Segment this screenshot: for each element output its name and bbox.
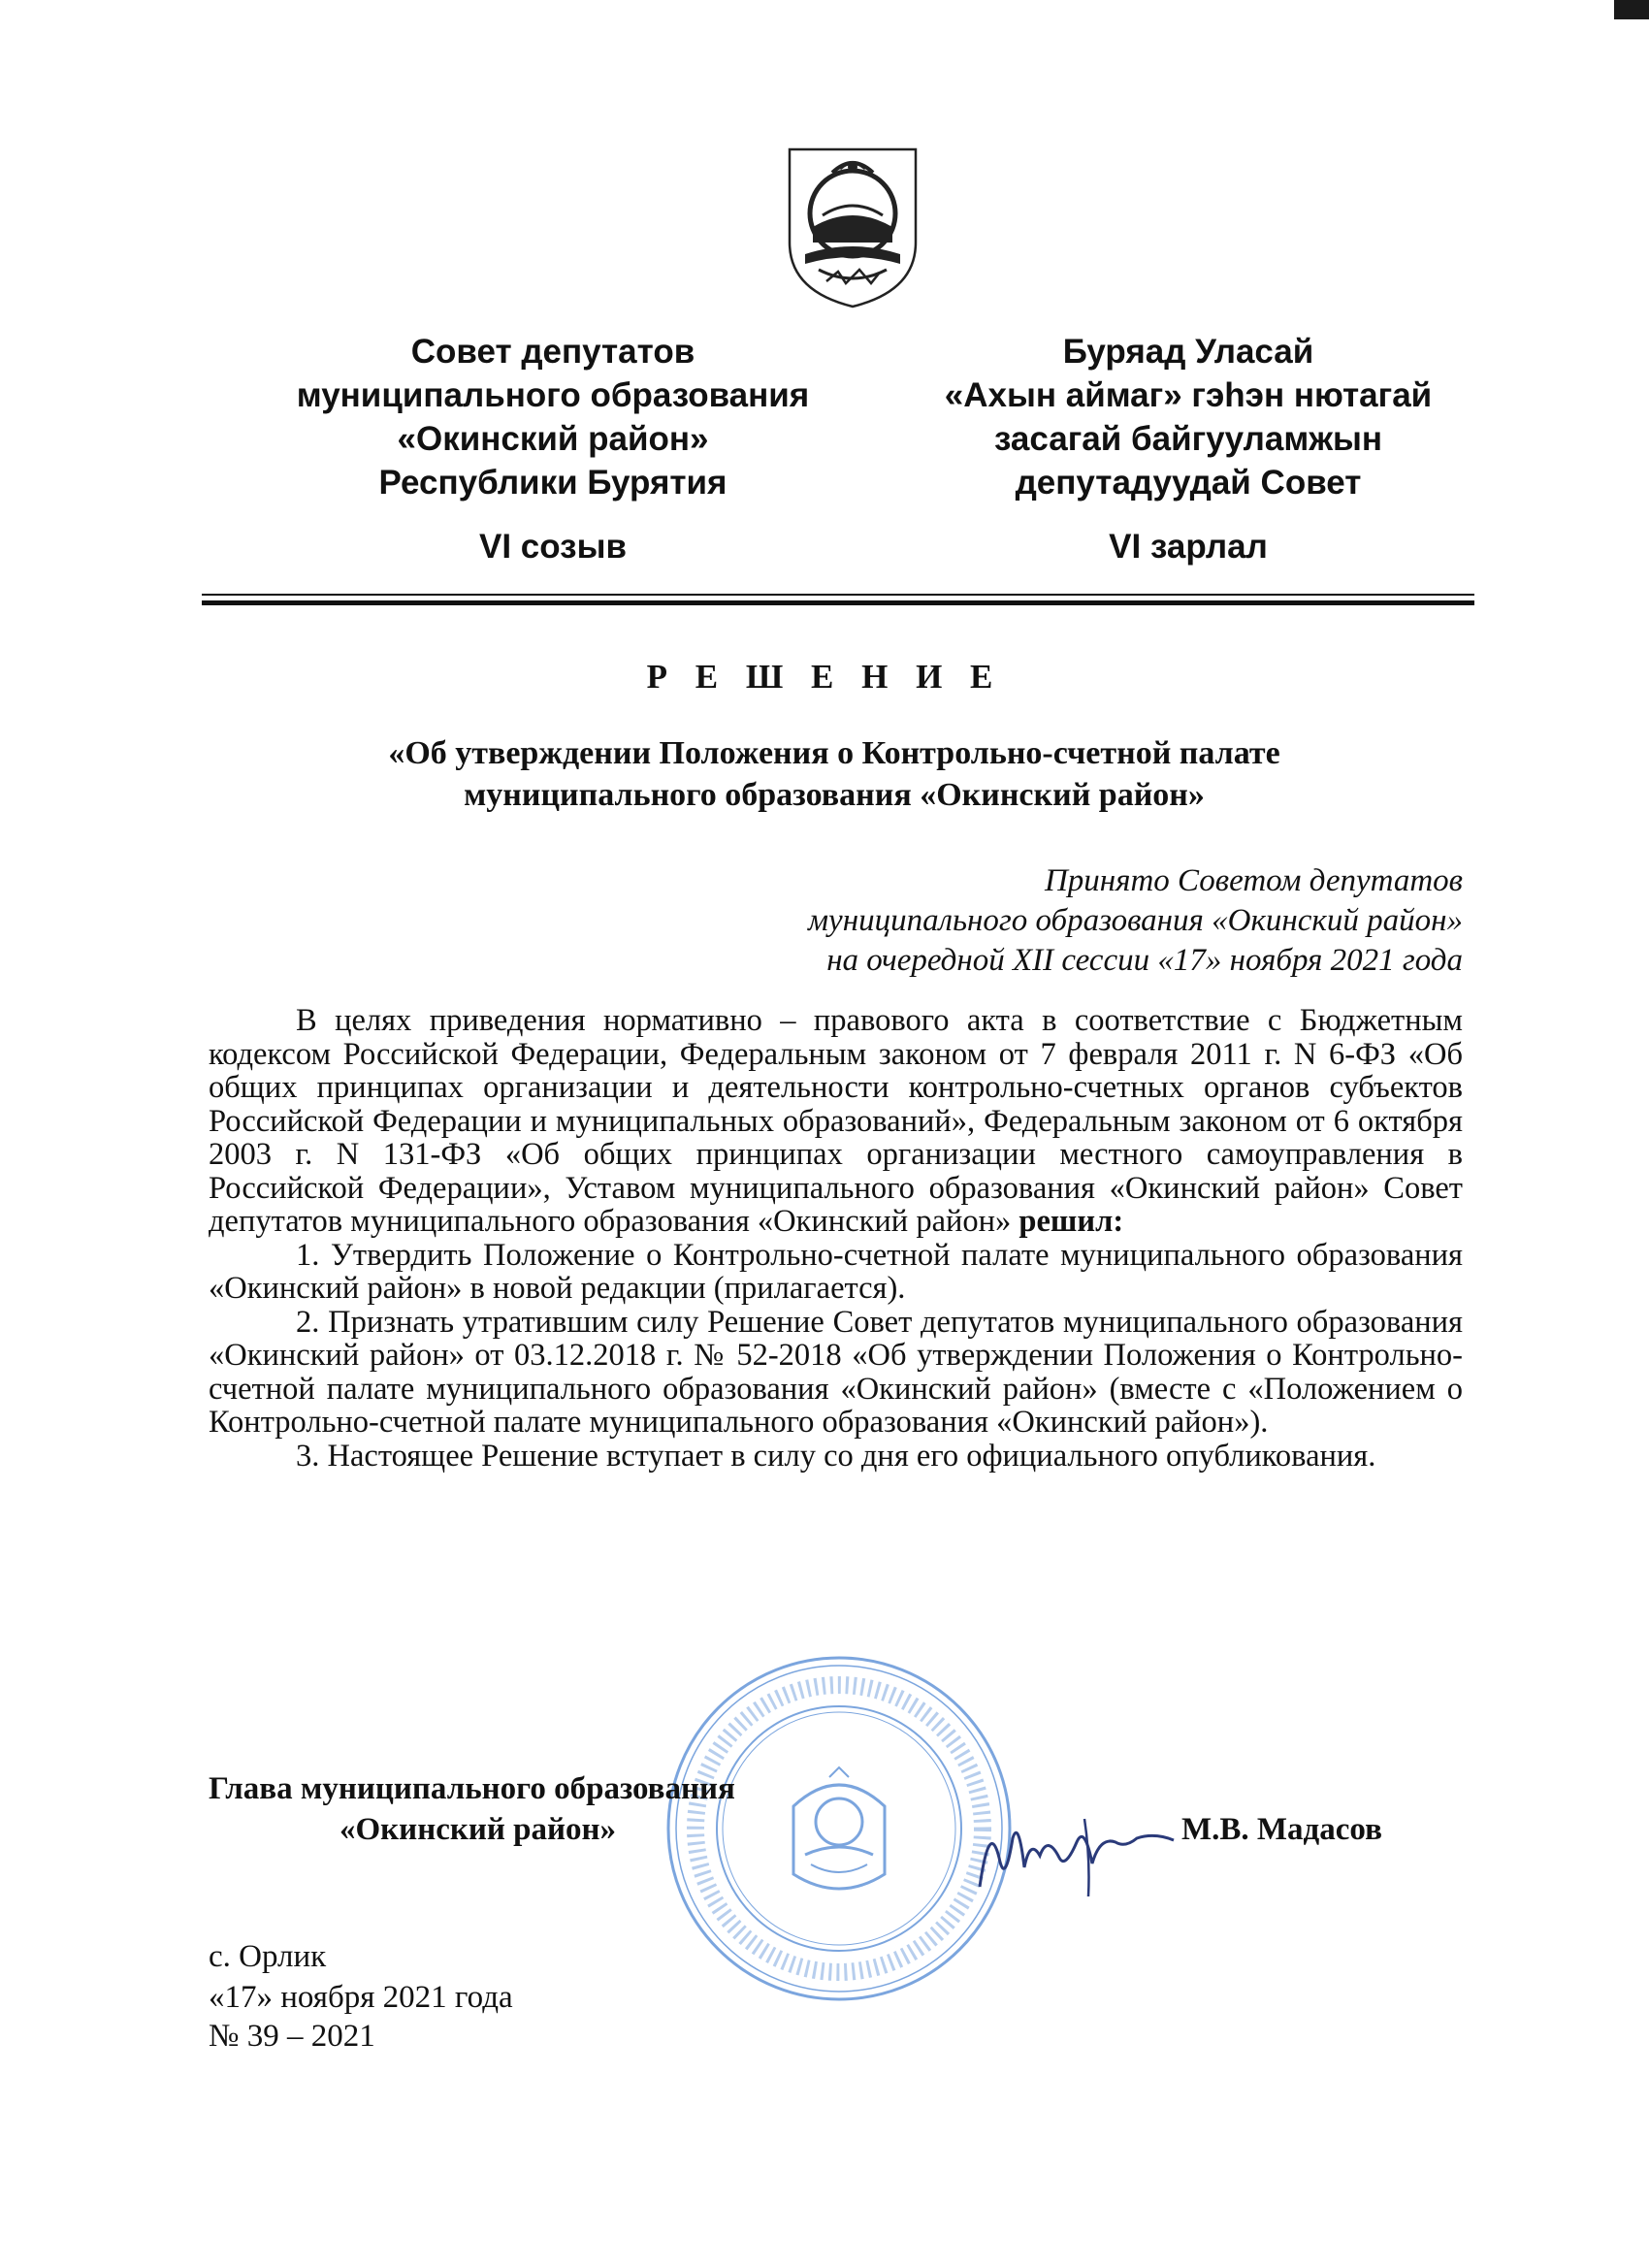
coat-of-arms-icon	[784, 146, 922, 310]
official-seal-icon	[660, 1649, 1018, 2008]
header-line: засагай байгууламжын	[993, 420, 1383, 458]
decision-item: 1. Утвердить Положение о Контрольно-счетной палате муниципального образования «Окинский район» в новой редакции (прилагается).	[209, 1237, 1463, 1306]
signer-name: М.В. Мадасов	[1181, 1812, 1382, 1847]
signer-position: Глава муниципального образования	[209, 1771, 735, 1806]
adoption-line: Принято Советом депутатов	[1044, 863, 1463, 898]
preamble-paragraph	[209, 1004, 1463, 1239]
scan-edge-mark	[1614, 0, 1649, 19]
decision-item: 3. Настоящее Решение вступает в силу со дня его официального опубликования.	[296, 1438, 1376, 1474]
signer-position-district: «Окинский район»	[340, 1812, 617, 1847]
document-date: «17» ноября 2021 года	[209, 1980, 513, 2015]
signature-icon	[970, 1799, 1183, 1906]
header-divider-thick	[202, 600, 1474, 605]
document-number: № 39 – 2021	[209, 2019, 375, 2054]
decision-item: 2. Признать утратившим силу Решение Совет депутатов муниципального образования «Окинский район» от 03.12.2018 г. № 52-2018 «Об утверждении Положения о Контрольно-счетной палате муниципального образования «Окинский район» (вместе с «Положением о Контрольно-счетной палате муниципального образования «Окинский район»).	[209, 1304, 1463, 1440]
adoption-line: на очередной XII сессии «17» ноября 2021 года	[826, 943, 1463, 978]
adoption-note	[543, 861, 1463, 981]
header-line: «Окинский район»	[397, 420, 709, 458]
document-body	[209, 1004, 1463, 1473]
convocation-bua: VI зарлал	[1109, 528, 1268, 566]
adoption-line: муниципального образования «Окинский район»	[808, 903, 1463, 938]
document-place: с. Орлик	[209, 1939, 327, 1974]
document-subject	[291, 732, 1377, 816]
council-header-bua	[834, 330, 1542, 504]
header-line: Буряад Уласай	[1062, 333, 1314, 371]
council-header-ru	[194, 330, 912, 504]
convocation-ru: VI созыв	[479, 528, 627, 566]
subject-line: «Об утверждении Положения о Контрольно-счетной палате	[388, 735, 1280, 771]
header-line: муниципального образования	[296, 376, 810, 414]
header-divider-thin	[202, 594, 1474, 596]
header-line: Совет депутатов	[410, 333, 695, 371]
document-title: Р Е Ш Е Н И Е	[646, 658, 1003, 696]
preamble-text: В целях приведения нормативно – правового акта в соответствие с Бюджетным кодексом Российской Федерации, Федеральным законом от 7 февраля 2011 г. N 6-ФЗ «Об общих принципах организации и деятельности контрольно-счетных органов субъектов Российской Федерации и муниципальных образований», Федеральным законом от 6 октября 2003 г. N 131-ФЗ «Об общих принципах организации местного самоуправления в Российской Федерации», Уставом муниципального образования «Окинский район» Совет депутатов муниципального образования «Окинский район»	[209, 1003, 1463, 1239]
header-line: Республики Бурятия	[378, 464, 728, 502]
resolved-word: решил:	[1018, 1204, 1124, 1239]
header-line: депутадуудай Совет	[1015, 464, 1362, 502]
subject-line: муниципального образования «Окинский район»	[464, 777, 1205, 813]
header-line: «Ахын аймаг» гэhэн нютагай	[944, 376, 1433, 414]
